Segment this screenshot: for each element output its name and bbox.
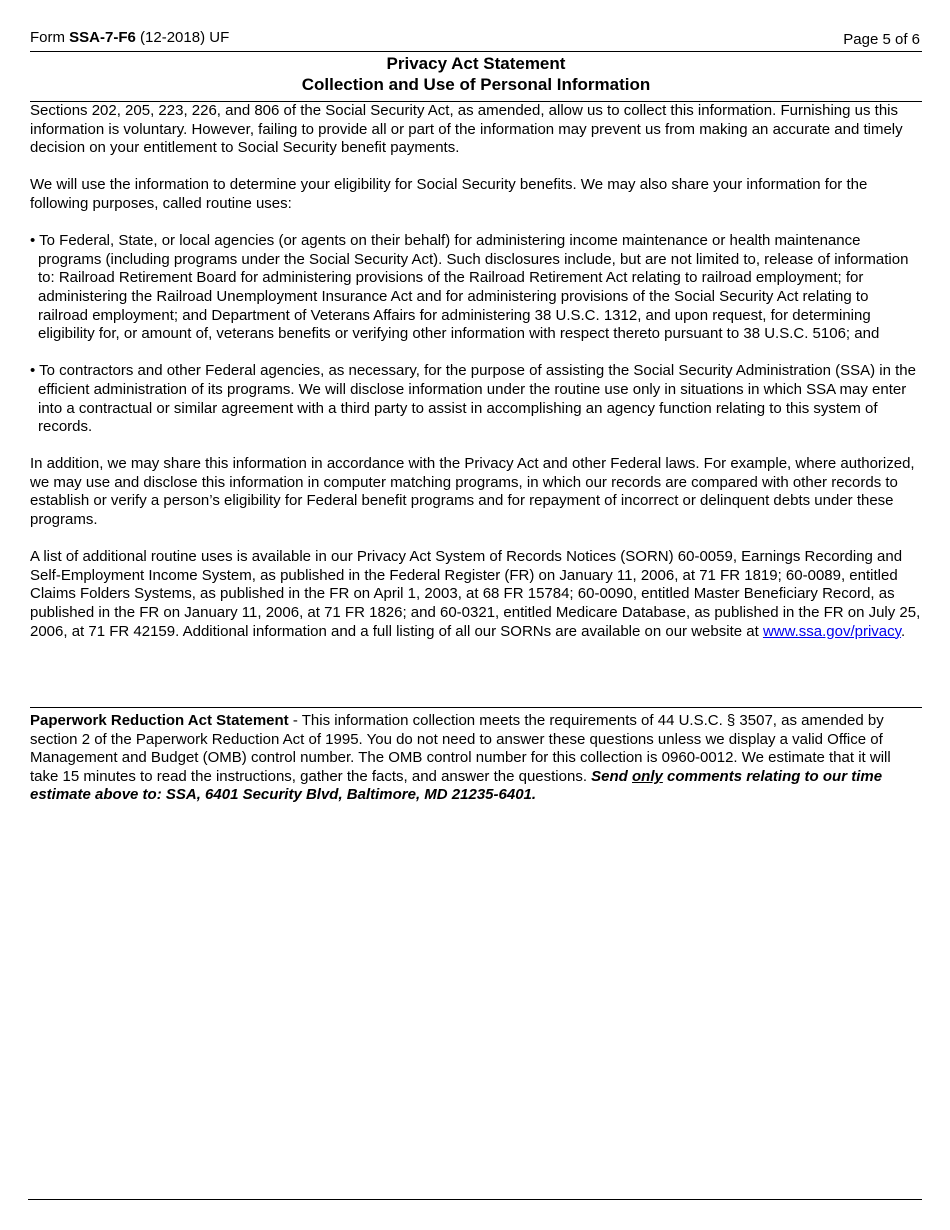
- paperwork-text: - This information collection meets the requirements of 44 U.S.C. § 3507, as amended by section 2 of the Paperwork Reduction Act of 1995. You do not need to answer these questions unless we display a valid Office of Management and Budget (OMB) control number. The OMB control number for this collection is 0960-0012. We estimate that it will take 15 minutes to read the instructions, gather the facts, and answer the questions.: [30, 712, 891, 785]
- footer-divider: [28, 1199, 922, 1200]
- spacer: [30, 158, 922, 177]
- spacer: [30, 437, 922, 456]
- emph-start: Send: [591, 767, 633, 785]
- sorn-text: A list of additional routine uses is available in our Privacy Act System of Records Notices (SORN) 60-0059, Earnings Recording and Self-Employment Income System, as published in the Federal Register (FR) on January 11, 2006, at 71 FR 1819; 60-0089, entitled Claims Folders Systems, as published in the FR on April 1, 2003, at 68 FR 15784; 60-0090, entitled Master Beneficiary Record, as published in the FR on January 11, 2006, at 71 FR 1826; and 60-0321, entitled Medicare Database, as published in the FR on July 25, 2006, at 71 FR 42159. Additional information and a full listing of all our SORNs are available on our website at: [30, 548, 921, 640]
- form-prefix: Form: [30, 29, 70, 46]
- bullet-contractors: • To contractors and other Federal agencies, as necessary, for the purpose of assisting the Social Security Administration (SSA) in the efficient administration of its programs. We will disclose information under the routine use only in situations in which SSA may enter into a contractual or similar agreement with a third party to assist in accomplishing an agency function relating to this system of records.: [30, 362, 916, 436]
- sorn-period: .: [901, 622, 906, 640]
- title-line-2: Collection and Use of Personal Information: [301, 75, 651, 94]
- page-header: [30, 27, 922, 52]
- privacy-act-body: [30, 102, 922, 641]
- bullet-agencies: • To Federal, State, or local agencies (or agents on their behalf) for administering income maintenance or health maintenance programs (including programs under the Social Security Act). Such disclosures include, but are not limited to, release of information to: Railroad Retirement Board for administering provisions of the Railroad Retirement Act relating to railroad employment; for administering the Railroad Unemployment Insurance Act and for administering provisions of the Social Security Act relating to railroad employment; and Department of Veterans Affairs for administering 38 U.S.C. 1312, and upon request, for determining eligibility for, or amount of, veterans benefits or verifying other information with respect thereto pursuant to 38 U.S.C. 5106; and: [30, 232, 909, 343]
- paragraph-sorn: [30, 548, 922, 641]
- title-line-1: Privacy Act Statement: [386, 54, 566, 73]
- spacer: [30, 530, 922, 549]
- form-number: SSA-7-F6: [69, 29, 136, 46]
- form-identifier: [30, 29, 229, 46]
- spacer: [30, 344, 922, 363]
- emph-only: only: [632, 767, 663, 785]
- page-title: [30, 53, 922, 102]
- paragraph-authority: Sections 202, 205, 223, 226, and 806 of the Social Security Act, as amended, allow us to collect this information. Furnishing us this information is voluntary. However, failing to provide all or part of the information may prevent us from making an accurate and timely decision on your entitlement to Social Security benefit payments.: [30, 102, 903, 157]
- paragraph-additional-sharing: In addition, we may share this information in accordance with the Privacy Act and other Federal laws. For example, where authorized, we may use and disclose this information in computer matching programs, in which our records are compared with other records to establish or verify a person’s eligibility for Federal benefit programs and for repayment of incorrect or delinquent debts under these programs.: [30, 455, 915, 529]
- paragraph-routine-uses: We will use the information to determine your eligibility for Social Security benefits. We may also share your information for the following purposes, called routine uses:: [30, 176, 868, 212]
- page-number: Page 5 of 6: [843, 31, 920, 48]
- paperwork-heading: Paperwork Reduction Act Statement: [30, 712, 289, 729]
- form-suffix: (12-2018) UF: [135, 29, 230, 46]
- emph-end: comments relating to our time estimate above to: SSA, 6401 Security Blvd, Baltimore, MD 21235-6401.: [30, 767, 883, 804]
- privacy-website-link[interactable]: www.ssa.gov/privacy: [762, 622, 902, 640]
- paperwork-reduction-statement: [30, 707, 922, 805]
- spacer: [30, 214, 922, 233]
